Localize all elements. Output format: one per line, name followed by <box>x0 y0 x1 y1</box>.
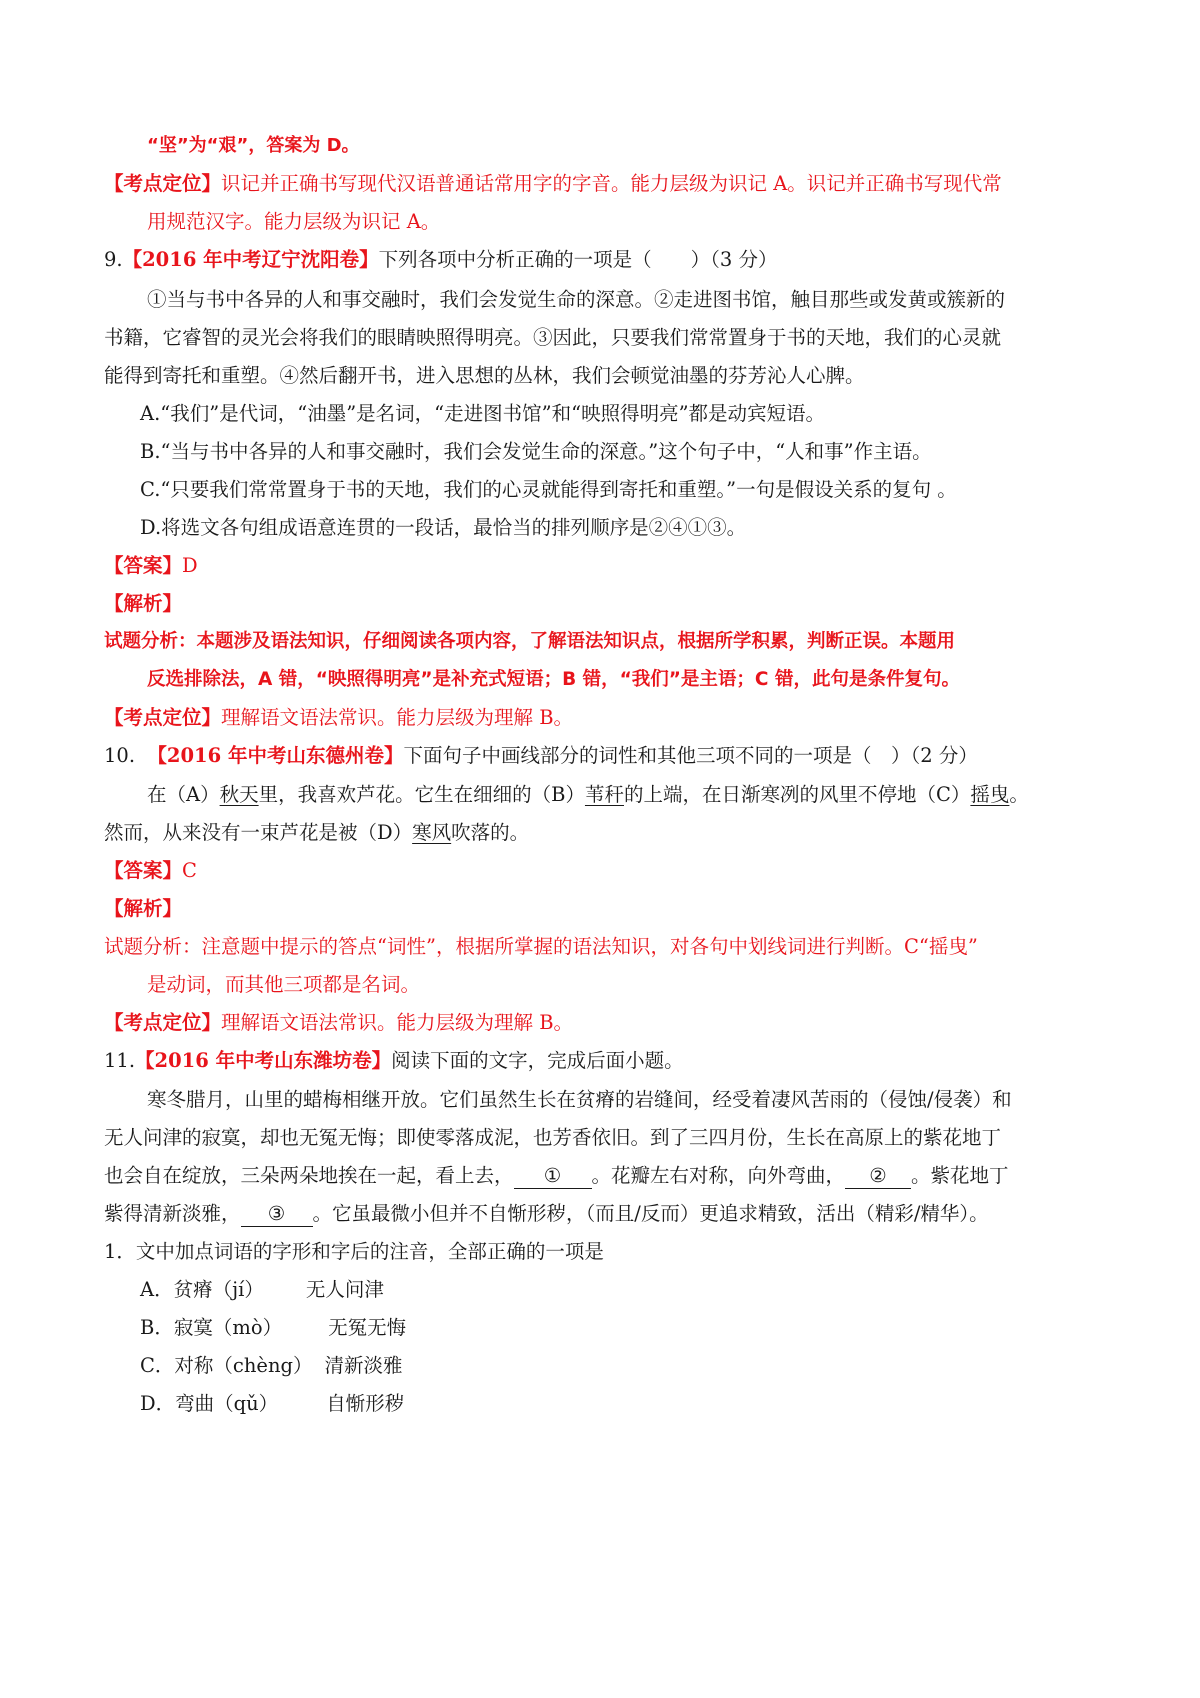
q11-text-4b: 。它虽最微小但并不自惭形秽，（而且/反而）更追求精致，活出（精彩/精华）。 <box>312 1202 989 1225</box>
q10-point <box>104 1009 573 1037</box>
q9-analysis-label: 【解析】 <box>104 592 183 615</box>
q10-text-c: 的上端，在日渐寒冽的风里不停地（C） <box>623 783 971 806</box>
choice-word: 弯曲（qǔ） <box>175 1392 279 1415</box>
q9-number: 9. <box>104 248 123 271</box>
q10-text-e: 然而，从来没有一束芦花是被（D） <box>104 821 413 844</box>
choice-word: 对称（chèng） <box>174 1354 313 1377</box>
q10-underlined-c: 摇曳 <box>970 783 1010 806</box>
q9-passage-line-1: ①当与书中各异的人和事交融时，我们会发觉生命的深意。②走进图书馆，触目那些或发黄或簇新的 <box>147 288 1006 311</box>
q11-blank-1: ① <box>514 1164 592 1189</box>
q10-sentence-line1 <box>147 781 1029 809</box>
q10-underlined-a: 秋天 <box>219 783 259 806</box>
q8-answer-tail: “坚”为“艰”，答案为 D。 <box>147 135 360 156</box>
q9-option-a: A.“我们”是代词，“油墨”是名词，“走进图书馆”和“映照得明亮”都是动宾短语。 <box>140 402 826 425</box>
q9-passage-line-2: 书籍，它睿智的灵光会将我们的眼睛映照得明亮。③因此，只要我们常常置身于书的天地，我们的心灵就 <box>104 326 1002 349</box>
choice-word2: 自惭形秽 <box>326 1392 405 1415</box>
choice-letter: D． <box>140 1392 176 1415</box>
q10-stem: 下面句子中画线部分的词性和其他三项不同的一项是（ ）（2 分） <box>403 744 978 767</box>
q8-point-line1: 识记并正确书写现代汉语普通话常用字的字音。能力层级为识记 A。识记并正确书写现代常 <box>221 172 1002 195</box>
q11-source: 【2016 年中考山东潍坊卷】 <box>135 1049 392 1072</box>
choice-letter: B． <box>140 1316 174 1339</box>
q10-sentence-line2 <box>104 819 529 847</box>
q11-text-3a: 也会自在绽放，三朵两朵地挨在一起，看上去， <box>104 1164 514 1187</box>
q9-answer-value: D <box>182 554 198 577</box>
q9-analysis-line1: 试题分析：本题涉及语法知识，仔细阅读各项内容，了解语法知识点，根据所学积累，判断正误。本题用 <box>104 631 956 652</box>
q11-text-4a: 紫得清新淡雅， <box>104 1202 241 1225</box>
choice-word: 寂寞（mò） <box>173 1316 283 1339</box>
q9-answer <box>104 552 198 580</box>
q9-point <box>104 704 573 732</box>
q11-text-3b: 。花瓣左右对称，向外弯曲， <box>591 1164 846 1187</box>
q9-stem: 下列各项中分析正确的一项是（ ）（3 分） <box>378 248 778 271</box>
choice-letter: C． <box>140 1354 175 1377</box>
q11-text-3c: 。紫花地丁 <box>911 1164 1009 1187</box>
choice-word2: 清新淡雅 <box>324 1354 403 1377</box>
q11-number: 11. <box>104 1049 136 1072</box>
q11-passage-line-4 <box>104 1200 989 1228</box>
q9-option-b: B.“当与书中各异的人和事交融时，我们会发觉生命的深意。”这个句子中，“人和事”作主语。 <box>140 440 932 463</box>
choice-word2: 无人问津 <box>305 1278 384 1301</box>
q9-source: 【2016 年中考辽宁沈阳卷】 <box>122 248 379 271</box>
q8-point-line2: 用规范汉字。能力层级为识记 A。 <box>147 210 441 233</box>
q9-analysis-line2: 反选排除法，A 错，“映照得明亮”是补充式短语；B 错，“我们”是主语；C 错，此句是条件复句。 <box>147 669 960 690</box>
q11-passage-line-2: 无人问津的寂寞，却也无冤无悔；即使零落成泥，也芳香依旧。到了三四月份，生长在高原上的紫花地丁 <box>104 1126 1002 1149</box>
q8-point-label: 【考点定位】 <box>104 172 222 195</box>
q10-point-label: 【考点定位】 <box>104 1011 222 1034</box>
q10-text-b: 里，我喜欢芦花。它生在细细的（B） <box>258 783 585 806</box>
q11-subquestion: 1．文中加点词语的字形和字后的注音，全部正确的一项是 <box>104 1240 604 1263</box>
q11-choice-a <box>140 1276 384 1304</box>
choice-letter: A． <box>140 1278 174 1301</box>
q11-blank-2: ② <box>845 1164 911 1189</box>
q11-stem: 阅读下面的文字，完成后面小题。 <box>391 1049 684 1072</box>
q11-passage-line-3 <box>104 1162 1009 1190</box>
q10-analysis-line2: 是动词，而其他三项都是名词。 <box>147 973 421 996</box>
q10-number: 10. <box>104 744 136 767</box>
q8-point <box>104 170 1002 198</box>
q9-header <box>104 246 778 274</box>
q10-text-a: 在（A） <box>147 783 220 806</box>
q11-passage-line-1: 寒冬腊月，山里的蜡梅相继开放。它们虽然生长在贫瘠的岩缝间，经受着凄风苦雨的（侵蚀/侵袭）和 <box>147 1088 1012 1111</box>
q11-choice-c <box>140 1352 403 1380</box>
choice-word: 贫瘠（jí） <box>173 1278 264 1301</box>
q11-choice-b <box>140 1314 406 1342</box>
q10-answer-label: 【答案】 <box>104 859 183 882</box>
q10-source: 【2016 年中考山东德州卷】 <box>147 744 404 767</box>
q9-option-c: C.“只要我们常常置身于书的天地，我们的心灵就能得到寄托和重塑。”一句是假设关系的复句 。 <box>140 478 957 501</box>
q9-answer-label: 【答案】 <box>104 554 183 577</box>
q10-text-f: 吹落的。 <box>451 821 530 844</box>
q10-underlined-b: 苇秆 <box>584 783 624 806</box>
q10-answer <box>104 857 197 885</box>
q9-passage-line-3: 能得到寄托和重塑。④然后翻开书，进入思想的丛林，我们会顿觉油墨的芬芳沁人心脾。 <box>104 364 865 387</box>
q10-text-d: 。 <box>1009 783 1029 806</box>
q10-analysis-label: 【解析】 <box>104 897 183 920</box>
q10-answer-value: C <box>182 859 197 882</box>
q10-point-text: 理解语文语法常识。能力层级为理解 B。 <box>221 1011 574 1034</box>
q9-point-text: 理解语文语法常识。能力层级为理解 B。 <box>221 706 574 729</box>
choice-word2: 无冤无悔 <box>328 1316 407 1339</box>
q10-underlined-d: 寒风 <box>412 821 452 844</box>
q11-choice-d <box>140 1390 404 1418</box>
q11-header <box>104 1047 684 1075</box>
q9-option-d: D.将选文各句组成语意连贯的一段话，最恰当的排列顺序是②④①③。 <box>140 516 747 539</box>
q10-header <box>104 742 978 770</box>
q11-blank-3: ③ <box>241 1202 313 1227</box>
q10-analysis-line1: 试题分析：注意题中提示的答点“词性”，根据所掌握的语法知识，对各句中划线词进行判断。C“摇曳” <box>104 935 978 958</box>
q9-point-label: 【考点定位】 <box>104 706 222 729</box>
